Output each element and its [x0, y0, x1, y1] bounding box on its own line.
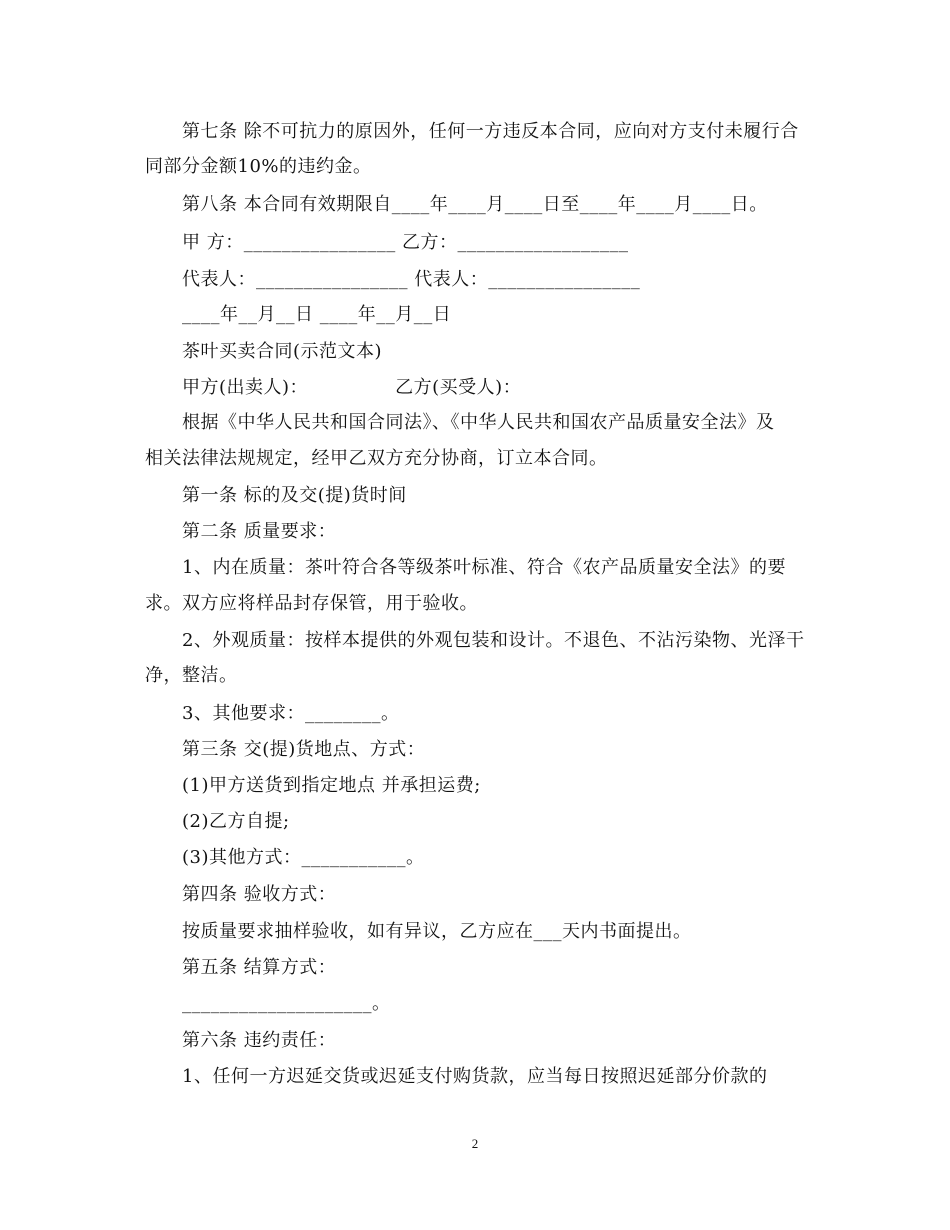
article-3-heading: 第三条 交(提)货地点、方式： [182, 739, 426, 760]
preamble-text: 根据《中华人民共和国合同法》、《中华人民共和国农产品质量安全法》及 [182, 412, 775, 433]
quality-item-1: 1、内在质量：茶叶符合各等级茶叶标准、符合《农产品质量安全法》的要 [182, 557, 786, 578]
contract-title: 茶叶买卖合同(示范文本) [182, 341, 383, 362]
quality-item-3: 3、其他要求：________。 [182, 703, 400, 724]
delivery-option-2: (2)乙方自提; [182, 811, 290, 832]
settlement-blank: ____________________。 [182, 993, 391, 1014]
article-7-text-cont: 同部分金额10%的违约金。 [145, 156, 372, 177]
quality-item-1-cont: 求。双方应将样品封存保管，用于验收。 [145, 593, 478, 614]
article-6-heading: 第六条 违约责任： [182, 1030, 337, 1051]
delivery-option-3: (3)其他方式：___________。 [182, 847, 425, 868]
delivery-option-1: (1)甲方送货到指定地点 并承担运费; [182, 775, 481, 796]
page-number: 2 [471, 1136, 479, 1151]
quality-item-2: 2、外观质量：按样本提供的外观包装和设计。不退色、不沾污染物、光泽干 [182, 630, 805, 651]
article-4-heading: 第四条 验收方式： [182, 884, 337, 905]
quality-item-2-cont: 净，整洁。 [145, 665, 238, 686]
acceptance-text: 按质量要求抽样验收，如有异议，乙方应在___天内书面提出。 [182, 921, 692, 942]
article-1-heading: 第一条 标的及交(提)货时间 [182, 485, 407, 506]
liability-item-1: 1、任何一方迟延交货或迟延支付购货款，应当每日按照迟延部分价款的 [182, 1066, 768, 1087]
parties-heading: 甲方(出卖人)： 乙方(买受人)： [182, 377, 522, 398]
article-2-heading: 第二条 质量要求： [182, 521, 337, 542]
article-7-text: 第七条 除不可抗力的原因外，任何一方违反本合同，应向对方支付未履行合 [182, 121, 799, 142]
article-8-text: 第八条 本合同有效期限自____年____月____日至____年____月____日。 [182, 194, 768, 215]
article-5-heading: 第五条 结算方式： [182, 957, 337, 978]
representative-signature-line: 代表人：________________ 代表人：________________ [182, 269, 641, 290]
party-signature-line: 甲 方：________________ 乙方：__________________ [182, 232, 629, 253]
preamble-text-cont: 相关法律法规规定，经甲乙双方充分协商，订立本合同。 [145, 448, 608, 469]
date-signature-line: ____年__月__日 ____年__月__日 [182, 304, 452, 325]
